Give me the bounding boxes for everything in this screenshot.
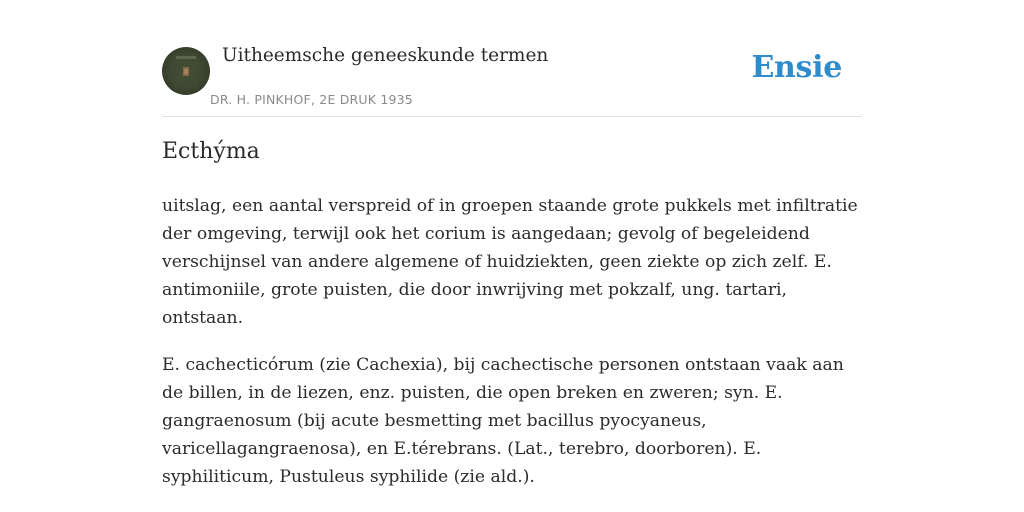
source-subtitle: DR. H. PINKHOF, 2E DRUK 1935: [210, 92, 413, 107]
entry-term-title: Ecthýma: [162, 139, 260, 164]
book-cover-image: [162, 47, 210, 95]
source-header: [162, 40, 862, 117]
source-title[interactable]: Uitheemsche geneeskunde termen: [222, 45, 549, 66]
definition-paragraph: E. cachecticórum (zie Cachexia), bij cachectische personen ontstaan vaak aan de billen, in de liezen, enz. puisten, die open breken en zweren; syn. E. gangraenosum (bij acute besmetting met bacillus pyocyaneus, varicellagangraenosa), en E.térebrans. (Lat., terebro, doorboren). E. syphiliticum, Pustuleus syphilide (zie ald.).: [162, 355, 844, 487]
brand-logo-link[interactable]: Ensie: [751, 50, 842, 85]
entry-definition: [162, 192, 864, 510]
definition-paragraph: uitslag, een aantal verspreid of in groepen staande grote pukkels met infiltratie der omgeving, terwijl ook het corium is aangedaan; gevolg of begeleidend verschijnsel van andere algemene of huidziekten, geen ziekte op zich zelf. E. antimoniile, grote puisten, die door inwrijving met pokzalf, ung. tartari, ontstaan.: [162, 196, 858, 328]
book-cover-avatar[interactable]: [162, 47, 210, 95]
